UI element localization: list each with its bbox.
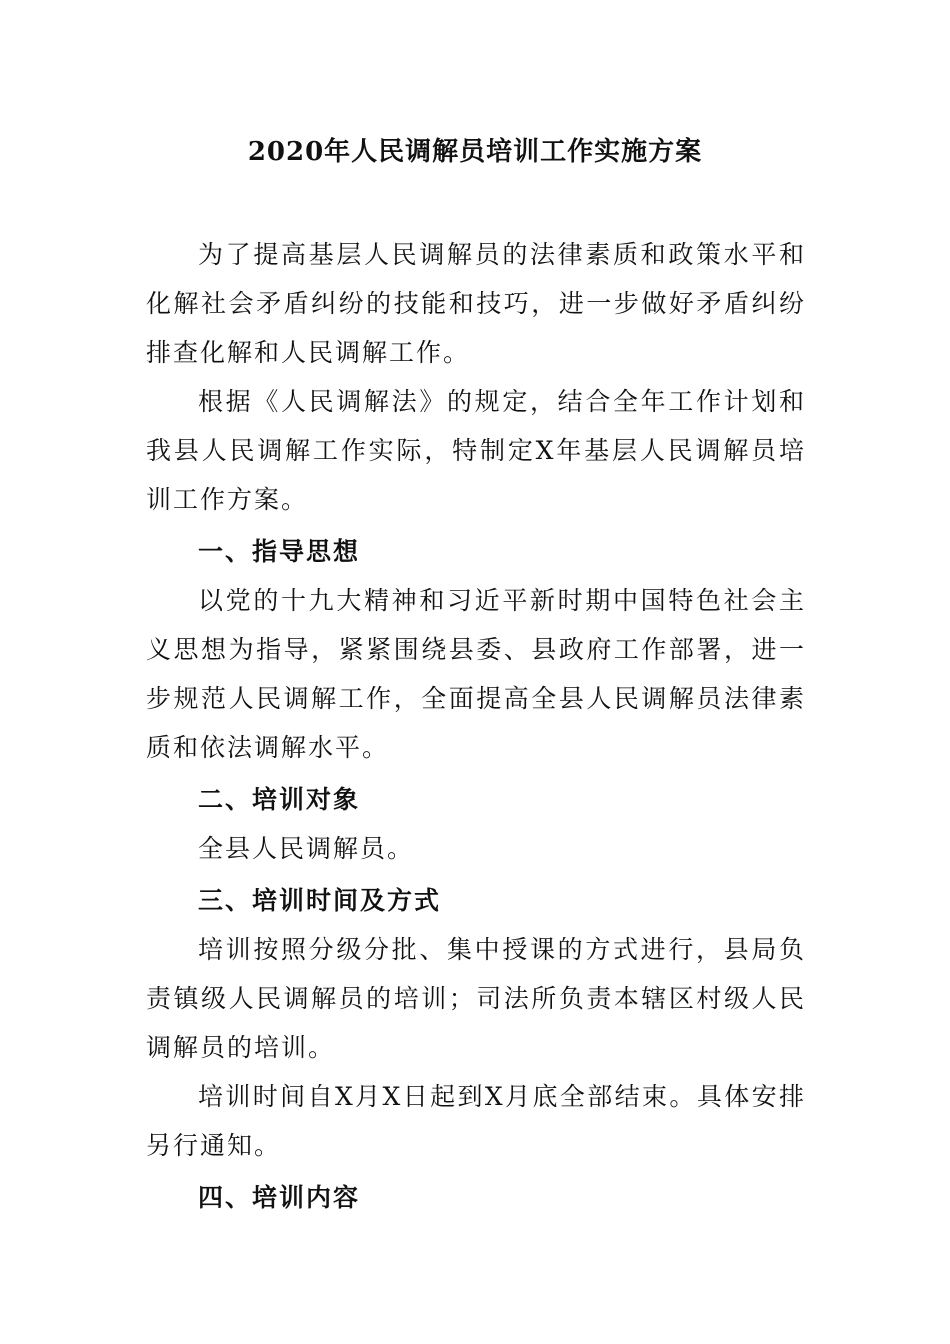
section-3-paragraph-1: 培训按照分级分批、集中授课的方式进行，县局负责镇级人民调解员的培训；司法所负责本辖区村级人民调解员的培训。	[146, 935, 806, 1062]
intro-paragraph-2: 根据《人民调解法》的规定，结合全年工作计划和我县人民调解工作实际，特制定X年基层人民调解员培训工作方案。	[146, 387, 806, 514]
intro-paragraph-1: 为了提高基层人民调解员的法律素质和政策水平和化解社会矛盾纠纷的技能和技巧，进一步做好矛盾纠纷排查化解和人民调解工作。	[146, 240, 806, 367]
section-2-paragraph-1: 全县人民调解员。	[198, 834, 415, 863]
section-heading-training-content: 四、培训内容	[198, 1183, 361, 1212]
section-1-paragraph-1: 以党的十九大精神和习近平新时期中国特色社会主义思想为指导，紧紧围绕县委、县政府工作部署，进一步规范人民调解工作，全面提高全县人民调解员法律素质和依法调解水平。	[146, 586, 806, 762]
section-heading-training-targets: 二、培训对象	[198, 785, 361, 814]
document-body	[146, 230, 806, 1222]
section-3-paragraph-2: 培训时间自X月X日起到X月底全部结束。具体安排另行通知。	[146, 1082, 806, 1160]
document-title: 2020年人民调解员培训工作实施方案	[247, 137, 703, 167]
section-heading-time-and-method: 三、培训时间及方式	[198, 886, 442, 915]
section-heading-guiding-ideology: 一、指导思想	[198, 537, 361, 566]
